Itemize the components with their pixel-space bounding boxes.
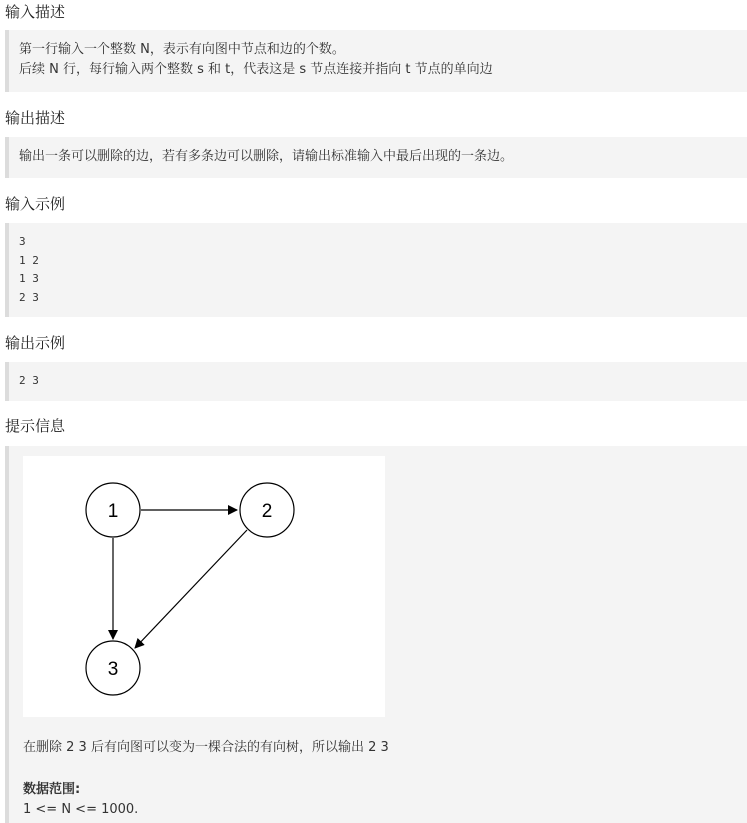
graph-node-3 (86, 641, 140, 695)
input-example-line-3: 1 3 (19, 272, 39, 285)
input-example-heading: 输入示例 (5, 195, 66, 213)
input-description-line-1: 第一行输入一个整数 N，表示有向图中节点和边的个数。 (19, 42, 345, 57)
output-description-line-1: 输出一条可以删除的边，若有多条边可以删除，请输出标准输入中最后出现的一条边。 (19, 149, 514, 164)
output-description-heading: 输出描述 (5, 109, 66, 127)
hint-heading: 提示信息 (5, 417, 66, 435)
input-example-code-block (5, 223, 747, 317)
graph-node-1 (86, 483, 140, 537)
node-1-label: 1 (107, 501, 119, 522)
input-description-line-2: 后续 N 行，每行输入两个整数 s 和 t，代表这是 s 节点连接并指向 t 节点的单向边 (19, 62, 493, 77)
edge-2-to-3 (135, 530, 247, 648)
input-example-line-2: 1 2 (19, 253, 39, 267)
input-example-line-4: 2 3 (19, 290, 39, 304)
data-range-title: 数据范围: (23, 782, 81, 797)
input-description-heading: 输入描述 (5, 3, 66, 21)
graph-node-2 (240, 483, 294, 537)
output-example-code-block (5, 362, 747, 401)
data-range-value: 1 <= N <= 1000. (23, 802, 139, 817)
directed-graph-figure (23, 456, 385, 717)
node-2-label: 2 (261, 501, 273, 522)
input-example-line-1: 3 (19, 235, 26, 248)
output-example-heading: 输出示例 (5, 334, 66, 352)
hint-description: 在删除 2 3 后有向图可以变为一棵合法的有向树，所以输出 2 3 (23, 740, 389, 755)
output-description-block (5, 137, 747, 178)
node-3-label: 3 (107, 659, 119, 680)
input-description-block (5, 30, 747, 92)
output-example-line-1: 2 3 (19, 374, 39, 387)
hint-block (5, 446, 747, 823)
